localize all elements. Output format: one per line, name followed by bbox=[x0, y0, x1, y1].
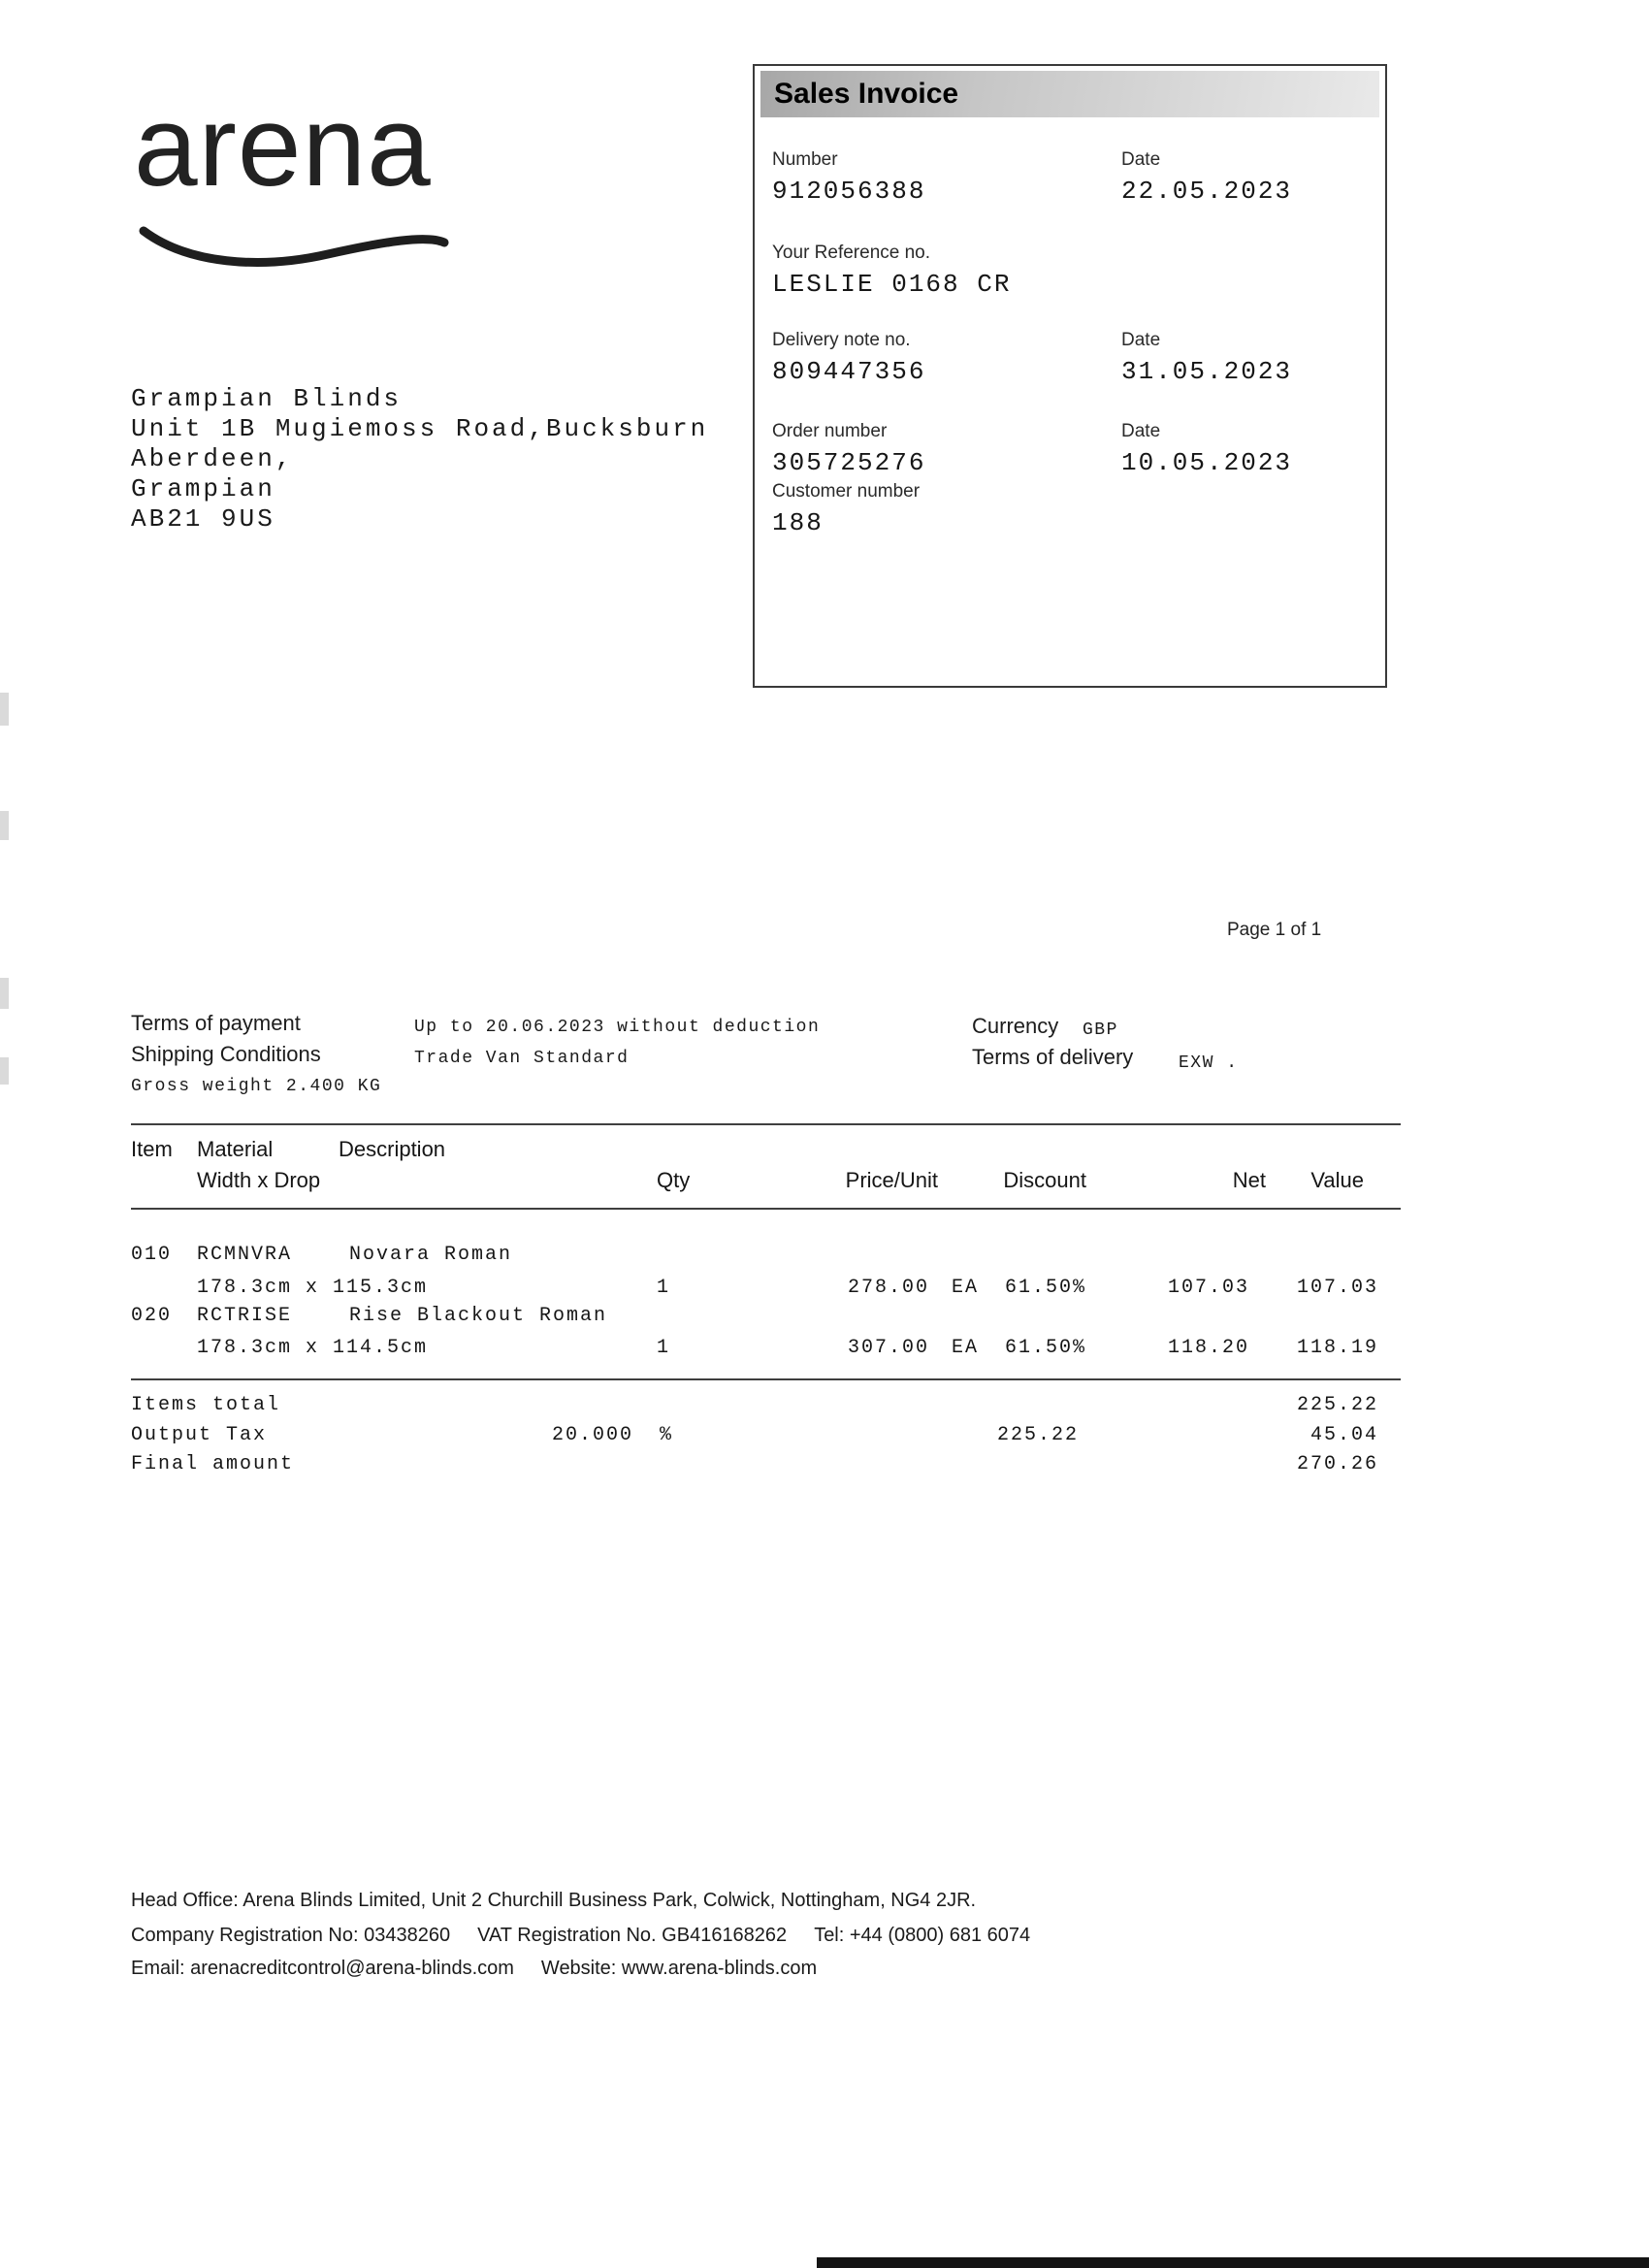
page-indicator: Page 1 of 1 bbox=[1227, 920, 1322, 940]
scan-artifact-left-2 bbox=[0, 811, 9, 840]
percent-sign: % bbox=[660, 1424, 674, 1446]
col-header-width-drop: Width x Drop bbox=[197, 1168, 321, 1192]
order-date-value: 10.05.2023 bbox=[1121, 448, 1293, 477]
col-header-item: Item bbox=[131, 1137, 173, 1161]
invoice-panel bbox=[753, 64, 1387, 688]
final-amount-value: 270.26 bbox=[1296, 1453, 1378, 1475]
shipping-conditions-label: Shipping Conditions bbox=[131, 1042, 321, 1066]
delivery-date-value: 31.05.2023 bbox=[1121, 357, 1293, 386]
address-line: Grampian Blinds bbox=[131, 384, 403, 413]
item-value: 118.19 bbox=[1296, 1337, 1378, 1359]
scan-artifact-bottom-bar bbox=[817, 2257, 1649, 2268]
order-number-label: Order number bbox=[772, 421, 888, 441]
vat-registration: VAT Registration No. GB416168262 bbox=[477, 1925, 788, 1946]
email: Email: arenacreditcontrol@arena-blinds.com bbox=[131, 1958, 514, 1979]
invoice-date-value: 22.05.2023 bbox=[1121, 177, 1293, 206]
item-description: Novara Roman bbox=[349, 1244, 513, 1266]
item-no: 010 bbox=[131, 1244, 173, 1266]
scan-artifact-left-4 bbox=[0, 1057, 9, 1085]
address-line: Aberdeen, bbox=[131, 444, 294, 473]
customer-number-label: Customer number bbox=[772, 481, 921, 502]
item-discount: 61.50% bbox=[1004, 1277, 1086, 1299]
gross-weight: Gross weight 2.400 KG bbox=[131, 1077, 382, 1096]
col-header-description: Description bbox=[339, 1137, 446, 1161]
table-rule-top bbox=[131, 1123, 1401, 1125]
number-value: 912056388 bbox=[772, 177, 926, 206]
item-value: 107.03 bbox=[1296, 1277, 1378, 1299]
footer-head-office-text: Head Office: Arena Blinds Limited, Unit 2 Churchill Business Park, Colwick, Nottingham, NG4 2JR. bbox=[131, 1890, 977, 1911]
reference-label: Your Reference no. bbox=[772, 243, 931, 263]
item-size: 178.3cm x 114.5cm bbox=[197, 1337, 429, 1359]
item-qty: 1 bbox=[657, 1277, 671, 1299]
currency-value: GBP bbox=[1083, 1021, 1118, 1040]
item-qty: 1 bbox=[657, 1337, 671, 1359]
item-size: 178.3cm x 115.3cm bbox=[197, 1277, 429, 1299]
currency-label: Currency bbox=[972, 1014, 1059, 1038]
footer-contact bbox=[131, 1958, 844, 1980]
output-tax-base: 225.22 bbox=[996, 1424, 1079, 1446]
scan-artifact-left-1 bbox=[0, 693, 9, 726]
terms-of-payment-label: Terms of payment bbox=[131, 1011, 301, 1035]
items-total-label: Items total bbox=[131, 1394, 281, 1416]
company-registration: Company Registration No: 03438260 bbox=[131, 1925, 451, 1946]
reference-value: LESLIE 0168 CR bbox=[772, 270, 1012, 299]
terms-of-delivery-label: Terms of delivery bbox=[972, 1045, 1134, 1069]
delivery-note-value: 809447356 bbox=[772, 357, 926, 386]
item-material: RCMNVRA bbox=[197, 1244, 293, 1266]
recipient-address bbox=[131, 384, 708, 535]
item-description: Rise Blackout Roman bbox=[349, 1305, 608, 1327]
item-unit: EA bbox=[952, 1277, 980, 1299]
shipping-conditions-value: Trade Van Standard bbox=[414, 1049, 630, 1068]
table-rule-header bbox=[131, 1208, 1401, 1210]
order-date-label: Date bbox=[1121, 421, 1161, 441]
col-header-discount: Discount bbox=[1003, 1168, 1086, 1192]
col-header-qty: Qty bbox=[657, 1168, 691, 1192]
col-header-value: Value bbox=[1310, 1168, 1364, 1192]
logo-text: arena bbox=[134, 82, 432, 211]
table-rule-items bbox=[131, 1378, 1401, 1380]
telephone: Tel: +44 (0800) 681 6074 bbox=[814, 1925, 1031, 1946]
item-net: 107.03 bbox=[1167, 1277, 1249, 1299]
final-amount-label: Final amount bbox=[131, 1453, 295, 1475]
address-line: AB21 9US bbox=[131, 504, 275, 534]
output-tax-rate: 20.000 bbox=[552, 1424, 634, 1446]
invoice-date-label: Date bbox=[1121, 149, 1161, 170]
terms-of-payment-value: Up to 20.06.2023 without deduction bbox=[414, 1018, 821, 1037]
item-price: 307.00 bbox=[847, 1337, 929, 1359]
scan-artifact-left-3 bbox=[0, 978, 9, 1009]
number-label: Number bbox=[772, 149, 838, 170]
col-header-price-unit: Price/Unit bbox=[845, 1168, 938, 1192]
item-discount: 61.50% bbox=[1004, 1337, 1086, 1359]
item-price: 278.00 bbox=[847, 1277, 929, 1299]
item-material: RCTRISE bbox=[197, 1305, 293, 1327]
address-line: Grampian bbox=[131, 474, 275, 503]
footer-registration bbox=[131, 1925, 1057, 1947]
col-header-material: Material bbox=[197, 1137, 274, 1161]
output-tax-value: 45.04 bbox=[1310, 1424, 1378, 1446]
footer-head-office bbox=[131, 1890, 1003, 1912]
col-header-net: Net bbox=[1232, 1168, 1266, 1192]
item-net: 118.20 bbox=[1167, 1337, 1249, 1359]
customer-number-value: 188 bbox=[772, 508, 824, 537]
order-number-value: 305725276 bbox=[772, 448, 926, 477]
address-line: Unit 1B Mugiemoss Road,Bucksburn bbox=[131, 414, 709, 443]
item-unit: EA bbox=[952, 1337, 980, 1359]
output-tax-label: Output Tax bbox=[131, 1424, 268, 1446]
logo-swoosh-icon bbox=[134, 217, 454, 274]
invoice-title: Sales Invoice bbox=[760, 71, 1379, 117]
item-no: 020 bbox=[131, 1305, 173, 1327]
delivery-date-label: Date bbox=[1121, 330, 1161, 350]
delivery-note-label: Delivery note no. bbox=[772, 330, 911, 350]
items-total-value: 225.22 bbox=[1296, 1394, 1378, 1416]
terms-of-delivery-value: EXW . bbox=[1179, 1053, 1239, 1073]
website: Website: www.arena-blinds.com bbox=[540, 1958, 818, 1979]
